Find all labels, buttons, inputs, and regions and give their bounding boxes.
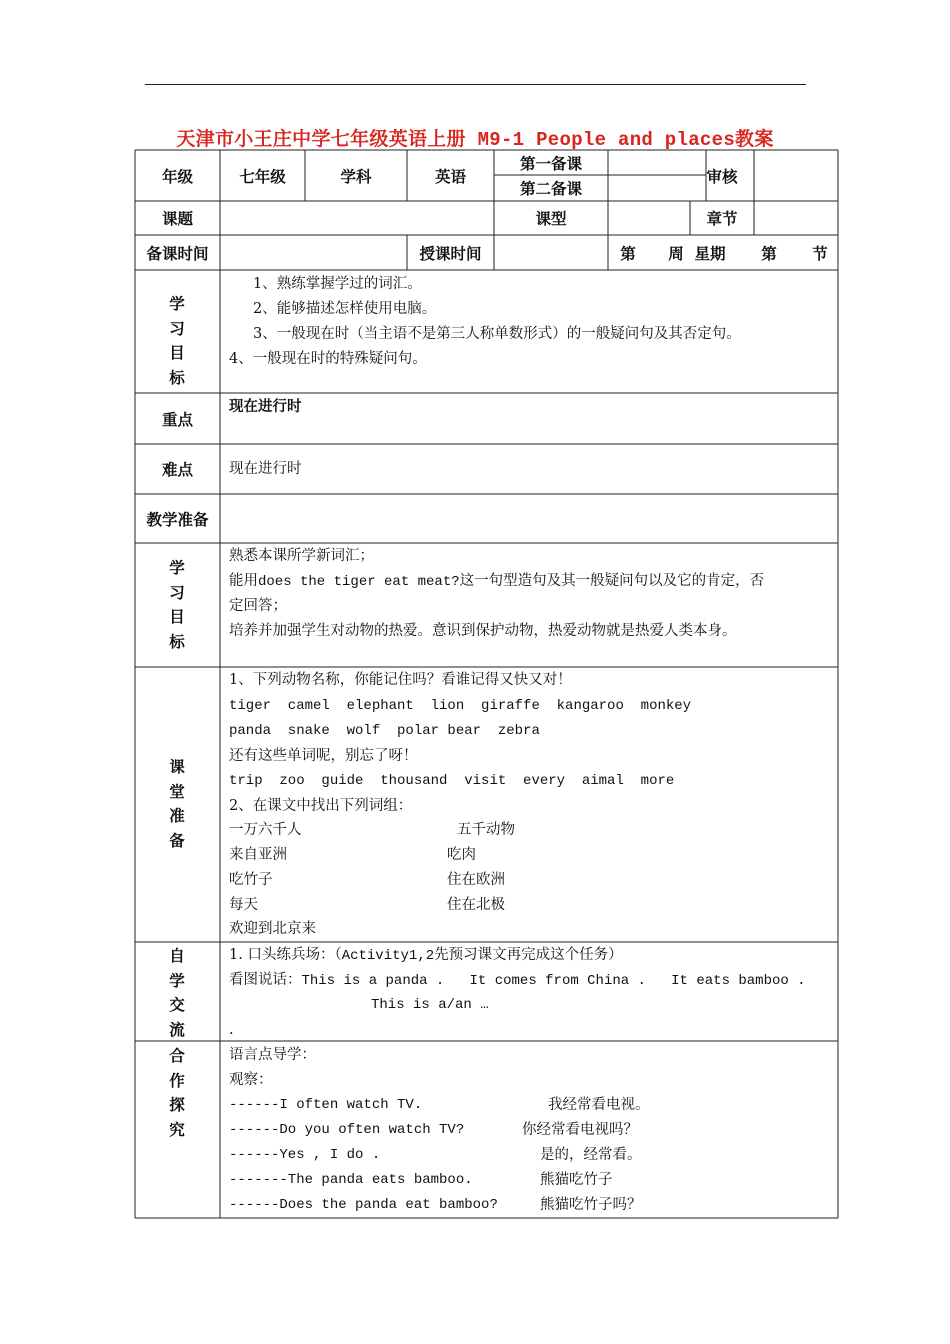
coop-observe: 观察： <box>229 1072 273 1088</box>
goals2-line-1: 熟悉本课所学新词汇； <box>229 548 374 564</box>
phrase-2a: 来自亚洲 <box>229 847 287 863</box>
grade-label: 年级 <box>161 166 193 186</box>
class-prep-label: 课堂准备 <box>169 757 185 850</box>
animal-words-1: tiger camel elephant lion giraffe kangaroo monkey <box>229 698 692 714</box>
self-study-line-1-prefix: 1. 口头练兵场：（ <box>229 947 342 963</box>
self-study-line-1 <box>229 943 623 969</box>
weekday-label: 星期 <box>694 243 726 263</box>
goals1-line-1: 1、熟练掌握学过的词汇。 <box>253 276 422 292</box>
goals2-line-2-suffix: 这一句型造句及其一般疑问句以及它的肯定，否 <box>459 573 765 589</box>
coop-label: 合作探究 <box>169 1046 185 1139</box>
goals2-line-4: 培养并加强学生对动物的热爱。意识到保护动物，热爱动物就是热爱人类本身。 <box>229 623 737 639</box>
self-study-line-4: . <box>229 1022 234 1038</box>
goals1-line-3: 3、一般现在时（当主语不是第三人称单数形式）的一般疑问句及其否定句。 <box>253 326 741 342</box>
chapter-label: 章节 <box>706 209 738 228</box>
phrase-2b: 吃肉 <box>447 847 476 863</box>
focus-value: 现在进行时 <box>229 398 302 415</box>
second-prep-label: 第二备课 <box>519 179 582 198</box>
goals2-line-2 <box>229 569 764 595</box>
coop-row-5-cn: 熊猫吃竹子吗？ <box>540 1197 642 1213</box>
self-study-label: 自学交流 <box>169 946 185 1039</box>
goals1-line-2: 2、能够描述怎样使用电脑。 <box>253 301 437 317</box>
goals2-label: 学习目标 <box>169 558 185 651</box>
self-study-activity-ref: Activity1,2 <box>341 948 435 964</box>
coop-row-4-en: -------The panda eats bamboo. <box>229 1172 473 1188</box>
more-words-note: 还有这些单词呢，别忘了呀！ <box>229 748 418 764</box>
period-jie: 节 <box>812 243 828 263</box>
goals2-line-3: 定回答； <box>229 598 287 614</box>
title-suffix: 教案 <box>735 128 774 150</box>
self-study-line-2 <box>229 968 806 994</box>
difficulty-value: 现在进行时 <box>229 461 302 477</box>
animal-words-2: panda snake wolf polar bear zebra <box>229 723 540 739</box>
difficulty-label: 难点 <box>161 460 193 479</box>
topic-label: 课题 <box>161 209 193 228</box>
grade-value: 七年级 <box>239 166 286 186</box>
class-prep-q2: 2、在课文中找出下列词组： <box>229 798 413 814</box>
teaching-prep-label: 教学准备 <box>146 509 209 529</box>
coop-row-2-en: ------Do you often watch TV? <box>229 1122 465 1138</box>
subject-value: 英语 <box>434 166 466 186</box>
phrase-4b: 住在北极 <box>447 897 505 913</box>
subject-label: 学科 <box>340 166 372 186</box>
focus-label: 重点 <box>161 409 193 429</box>
week-zhou: 周 <box>668 243 684 263</box>
lesson-type-label: 课型 <box>535 209 567 228</box>
title-chinese: 天津市小王庄中学七年级英语上册 <box>176 128 466 150</box>
phrase-3a: 吃竹子 <box>229 872 273 888</box>
coop-row-1-cn: 我经常看电视。 <box>548 1097 650 1113</box>
self-study-example: This is a panda . It comes from China . It eats bamboo . <box>301 973 806 989</box>
self-study-line-2-prefix: 看图说话： <box>229 972 302 988</box>
goals1-line-4: 4、一般现在时的特殊疑问句。 <box>229 351 427 367</box>
first-prep-label: 第一备课 <box>519 153 582 173</box>
coop-row-2-cn: 你经常看电视吗？ <box>522 1122 638 1138</box>
title-english: M9-1 People and places <box>465 129 736 151</box>
review-label: 审核 <box>706 166 738 186</box>
week-di: 第 <box>620 243 636 263</box>
period-di: 第 <box>761 243 777 263</box>
class-prep-q1: 1、下列动物名称，你能记住吗？看谁记得又快又对！ <box>229 672 572 688</box>
phrase-1a: 一万六千人 <box>229 822 302 838</box>
coop-row-4-cn: 熊猫吃竹子 <box>540 1172 613 1188</box>
coop-intro: 语言点导学： <box>229 1047 316 1063</box>
self-study-line-1-suffix: 先预习课文再完成这个任务） <box>434 947 623 963</box>
goals1-label: 学习目标 <box>169 294 185 387</box>
goals2-line-2-prefix: 能用 <box>229 573 258 589</box>
goals2-example-sentence: does the tiger eat meat? <box>258 574 460 590</box>
coop-row-5-en: ------Does the panda eat bamboo? <box>229 1197 498 1213</box>
phrase-5: 欢迎到北京来 <box>229 921 316 937</box>
teach-time-label: 授课时间 <box>419 243 482 263</box>
prep-time-label: 备课时间 <box>146 243 209 263</box>
vocab-words: trip zoo guide thousand visit every aimal more <box>229 773 675 789</box>
coop-row-3-cn: 是的，经常看。 <box>540 1147 642 1163</box>
phrase-1b: 五千动物 <box>457 822 515 838</box>
coop-row-1-en: ------I often watch TV. <box>229 1097 423 1113</box>
coop-row-3-en: ------Yes , I do . <box>229 1147 381 1163</box>
phrase-4a: 每天 <box>229 897 258 913</box>
self-study-line-3: This is a/an … <box>371 997 489 1013</box>
phrase-3b: 住在欧洲 <box>447 872 505 888</box>
